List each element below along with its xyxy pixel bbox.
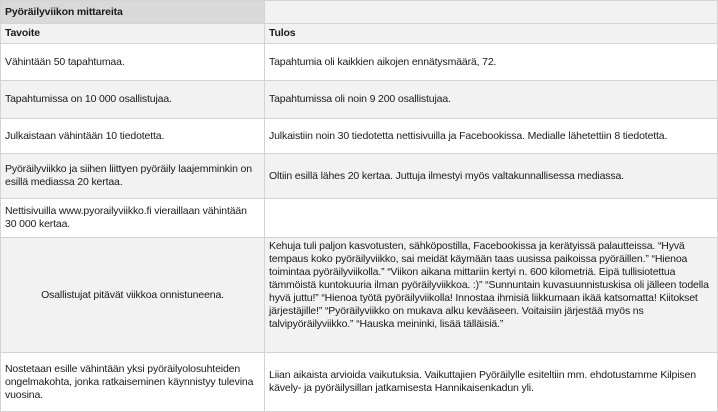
goal-cell: Nettisivuilla www.pyorailyviikko.fi vieraillaan vähintään 30 000 kertaa. <box>1 199 265 238</box>
result-cell: Oltiin esillä lähes 20 kertaa. Juttuja ilmestyi myös valtakunnallisessa mediassa. <box>265 154 718 199</box>
goal-cell: Osallistujat pitävät viikkoa onnistuneena. <box>1 238 265 353</box>
result-cell: Julkaistiin noin 30 tiedotetta nettisivuilla ja Facebookissa. Medialle lähetettiin 8 tiedotetta. <box>265 119 718 154</box>
goal-cell: Vähintään 50 tapahtumaa. <box>1 44 265 81</box>
result-cell: Kehuja tuli paljon kasvotusten, sähköpostilla, Facebookissa ja kerätyissä palautteissa. “Hyvä tempaus koko pyöräilyviikko, sai meidät käymään taas uusissa paikoissa pyöräillen.” “Hienoa toimintaa pyöräilyviikolla.” “Viikon aikana mittariin kertyi n. 600 kilometriä. Eipä tullisiotettua tämmöistä kuntokuuria ilman pyöräilyviikkoa. :)” “Sunnuntain kuvasuunnistuskisa oli jälleen todella hyvä juttu!” “Hienoa työtä pyöräilyviikolla! Innostaa ihmisiä liikkumaan ikää katsomatta! Kiitokset järjestäjille!” “Pyöräilyviikko on mukava alku kevääseen. Voitaisiin järjestää myös ns talvipyöräilyviikko.” “Hauska meininki, lisää tälläisiä.” <box>265 238 718 353</box>
header-goal: Tavoite <box>1 24 265 44</box>
goal-cell: Julkaistaan vähintään 10 tiedotetta. <box>1 119 265 154</box>
title-empty-cell <box>265 1 718 24</box>
goal-cell: Nostetaan esille vähintään yksi pyöräilyolosuhteiden ongelmakohta, jonka ratkaiseminen käynnistyy tulevina vuosina. <box>1 353 265 412</box>
result-cell: Liian aikaista arvioida vaikutuksia. Vaikuttajien Pyöräilylle esiteltiin mm. ehdotustamme Kilpisen kävely- ja pyöräilysillan jatkamisesta Hannikaisenkadun yli. <box>265 353 718 412</box>
goal-cell: Tapahtumissa on 10 000 osallistujaa. <box>1 81 265 119</box>
goal-cell: Pyöräilyviikko ja siihen liittyen pyöräily laajemminkin on esillä mediassa 20 kertaa. <box>1 154 265 199</box>
result-cell: Tapahtumia oli kaikkien aikojen ennätysmäärä, 72. <box>265 44 718 81</box>
header-result: Tulos <box>265 24 718 44</box>
result-cell: Tapahtumissa oli noin 9 200 osallistujaa. <box>265 81 718 119</box>
result-cell <box>265 199 718 238</box>
table-title: Pyöräilyviikon mittareita <box>1 1 265 24</box>
